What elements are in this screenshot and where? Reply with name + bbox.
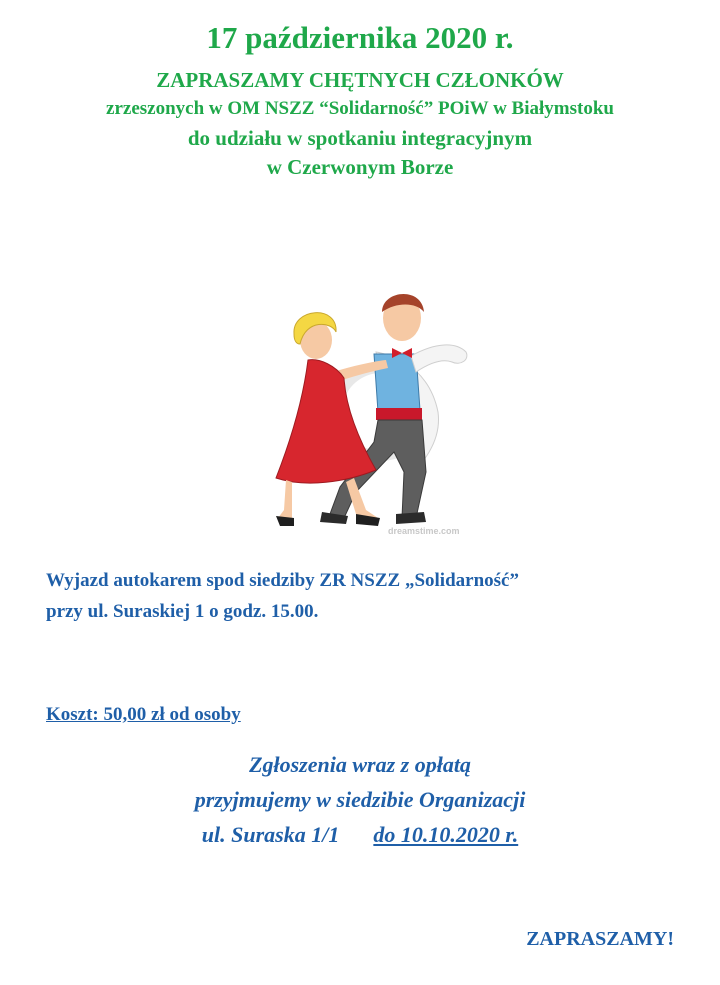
- cost-info: Koszt: 50,00 zł od osoby: [46, 704, 241, 725]
- registration-deadline: do 10.10.2020 r.: [373, 822, 519, 847]
- departure-time: przy ul. Suraskiej 1 o godz. 15.00.: [46, 601, 319, 622]
- invitation-addressees: zrzeszonych w OM NSZZ “Solidarność” POiW w Białymstoku: [106, 98, 614, 119]
- registration-line-2: przyjmujemy w siedzibie Organizacji: [194, 787, 526, 812]
- departure-info: Wyjazd autokarem spod siedziby ZR NSZZ „Solidarność”: [46, 570, 519, 591]
- registration-line-1: Zgłoszenia wraz z opłatą: [249, 752, 471, 777]
- registration-line-3: [0, 822, 720, 848]
- event-date: 17 października 2020 r.: [206, 20, 514, 55]
- dancing-couple-icon: [256, 282, 496, 544]
- registration-address: ul. Suraska 1/1: [201, 822, 340, 847]
- event-location: w Czerwonym Borze: [266, 155, 454, 179]
- svg-text:dreamstime.com: dreamstime.com: [388, 526, 460, 536]
- closing-invitation: ZAPRASZAMY!: [526, 928, 674, 950]
- invitation-heading: ZAPRASZAMY CHĘTNYCH CZŁONKÓW: [156, 68, 564, 92]
- invitation-purpose: do udziału w spotkaniu integracyjnym: [187, 126, 533, 150]
